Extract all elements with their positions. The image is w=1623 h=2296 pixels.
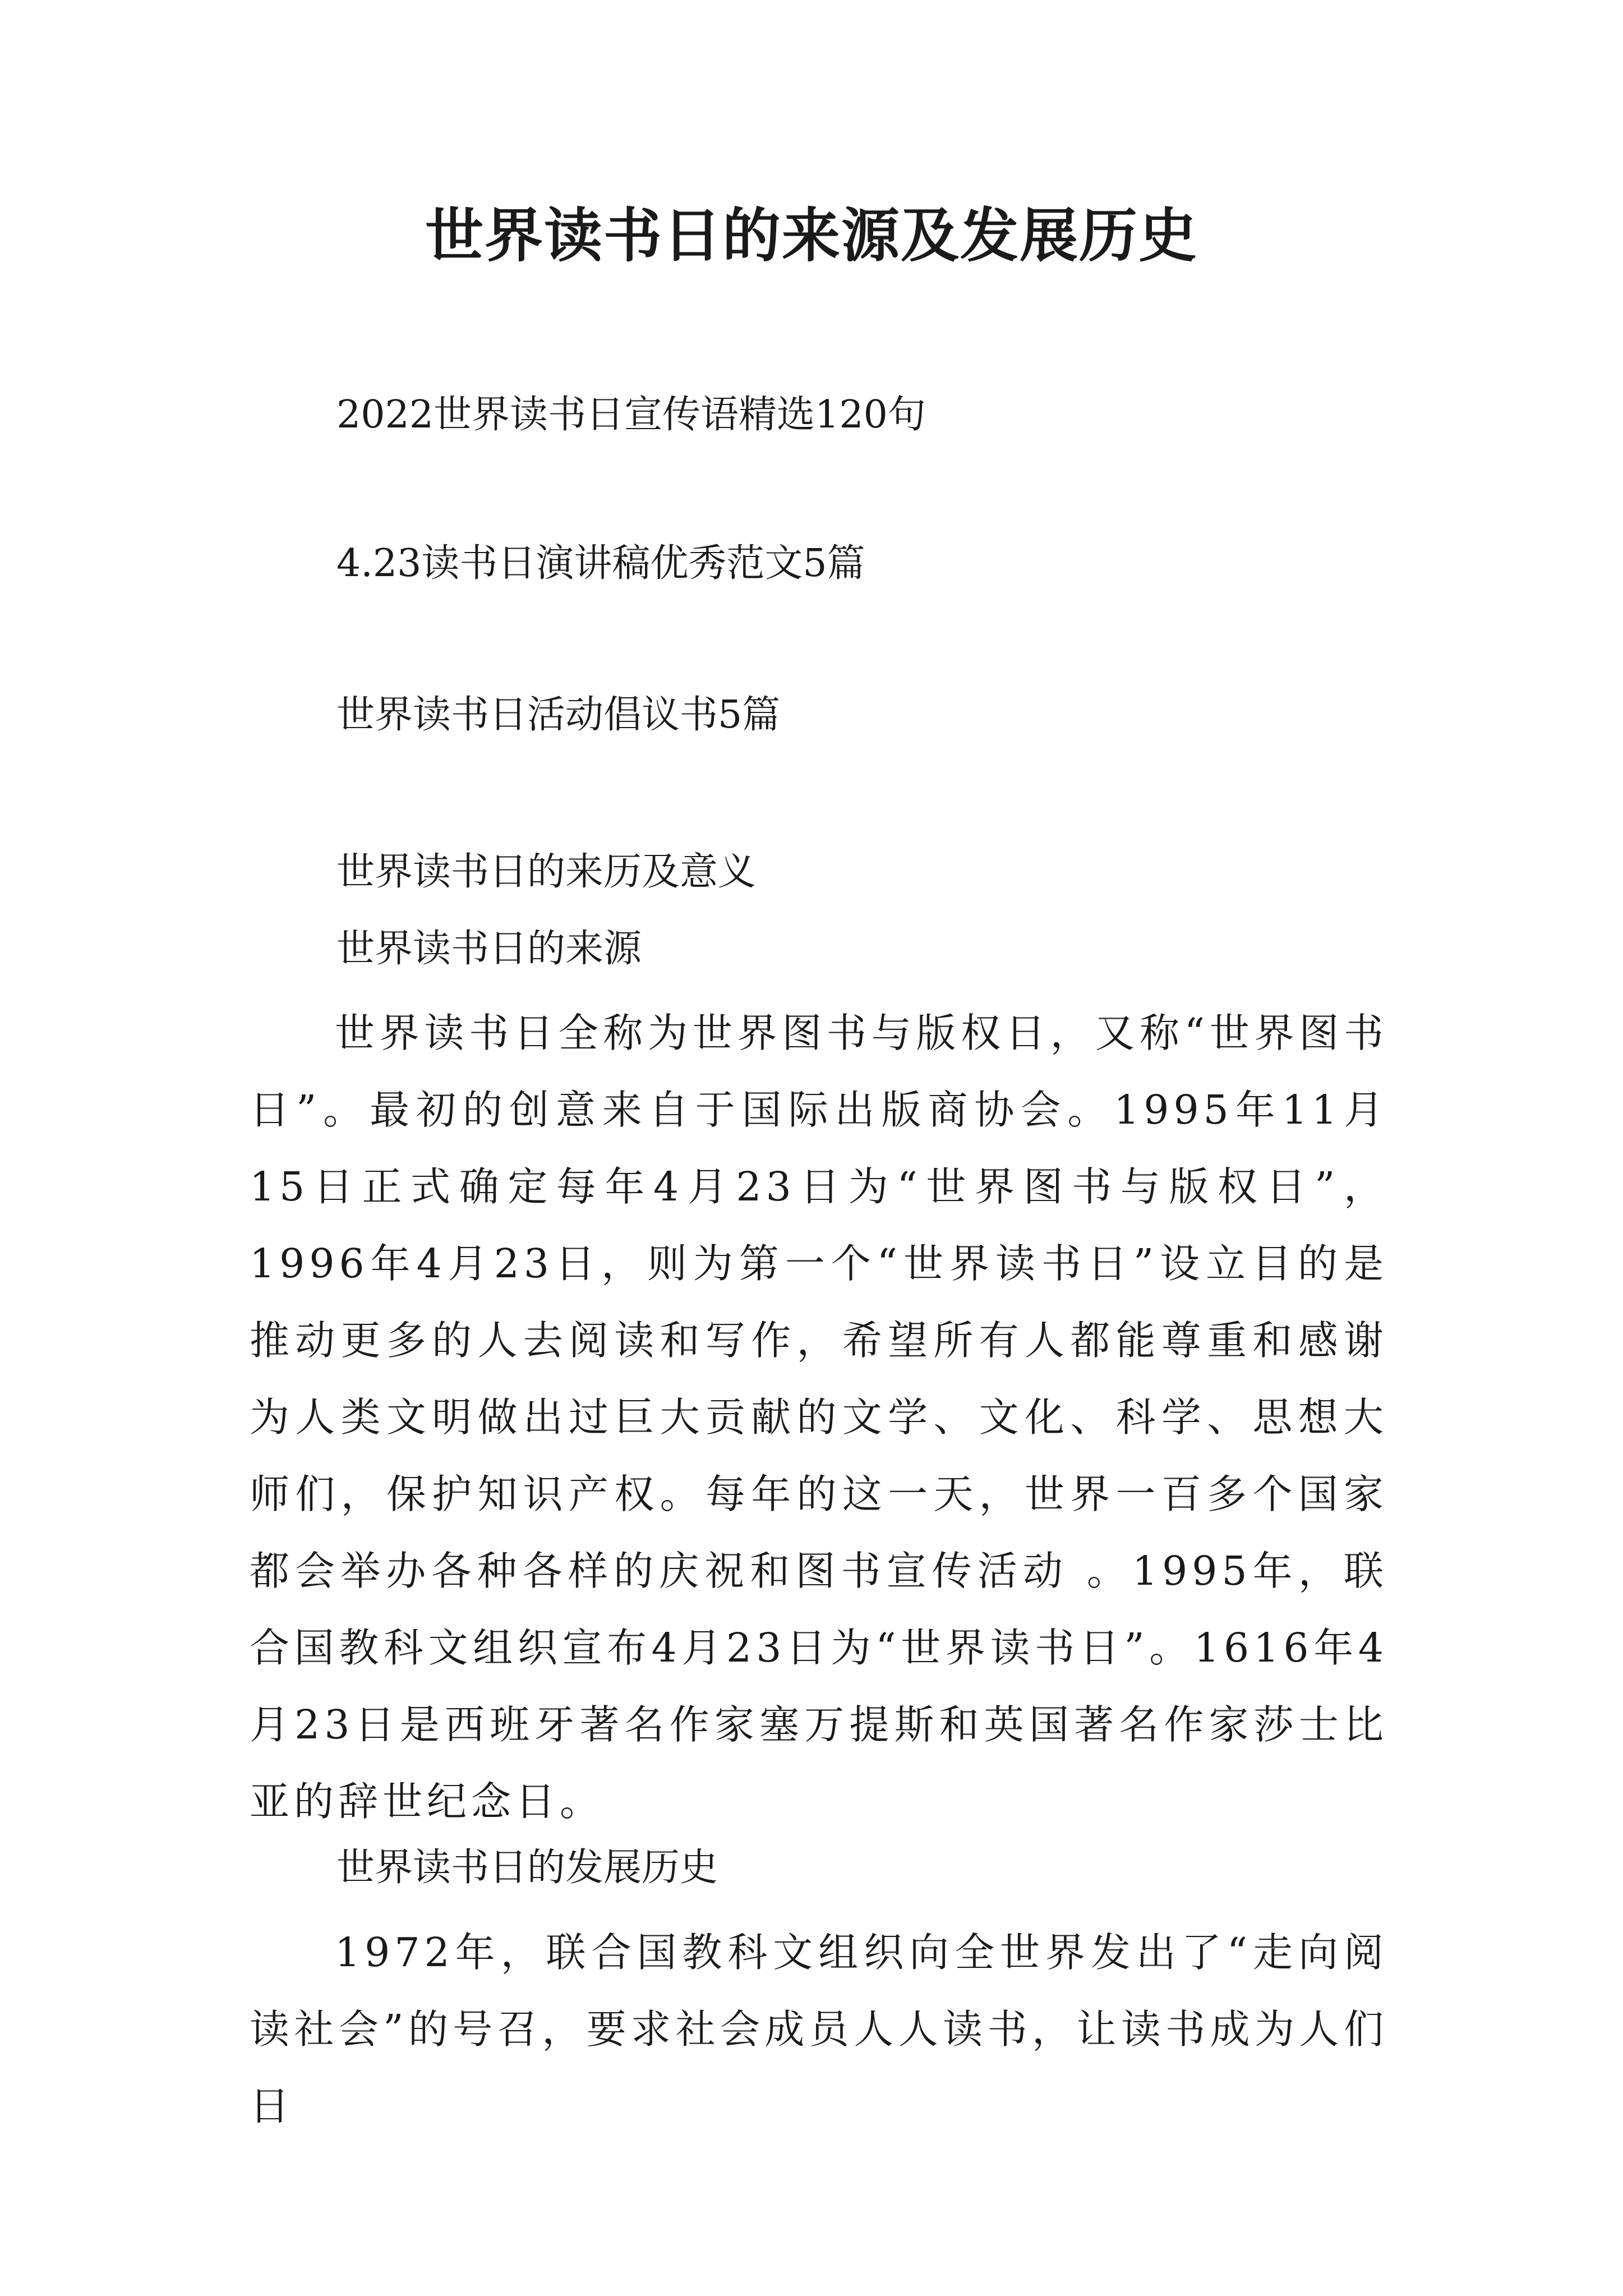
related-link-proposal[interactable]: 世界读书日活动倡议书5篇 (336, 693, 781, 737)
subsection-origin-heading: 世界读书日的来源 (336, 927, 642, 971)
history-paragraph: 1972年，联合国教科文组织向全世界发出了“走向阅读社会”的号召，要求社会成员人人读书，让读书成为人们日 (250, 1929, 1388, 2129)
section-title: 世界读书日的来历及意义 (336, 850, 757, 894)
subsection-history-heading: 世界读书日的发展历史 (336, 1846, 718, 1890)
related-link-speeches[interactable]: 4.23读书日演讲稿优秀范文5篇 (336, 541, 865, 586)
related-link-slogans[interactable]: 2022世界读书日宣传语精选120句 (336, 393, 926, 437)
document-title: 世界读书日的来源及发展历史 (425, 201, 1198, 270)
origin-paragraph: 世界读书日全称为世界图书与版权日，又称“世界图书日”。最初的创意来自于国际出版商协会。1995年11月15日正式确定每年4月23日为“世界图书与版权日”，1996年4月23日，则为第一个“世界读书日”设立目的是推动更多的人去阅读和写作，希望所有人都能尊重和感谢为人类文明做出过巨大贡献的文学、文化、科学、思想大师们，保护知识产权。每年的这一天，世界一百多个国家都会举办各种各样的庆祝和图书宣传活动 。1995年，联合国教科文组织宣布4月23日为“世界读书日”。1616年4月23日是西班牙著名作家塞万提斯和英国著名作家莎士比亚的辞世纪念日。 (250, 1010, 1388, 1825)
